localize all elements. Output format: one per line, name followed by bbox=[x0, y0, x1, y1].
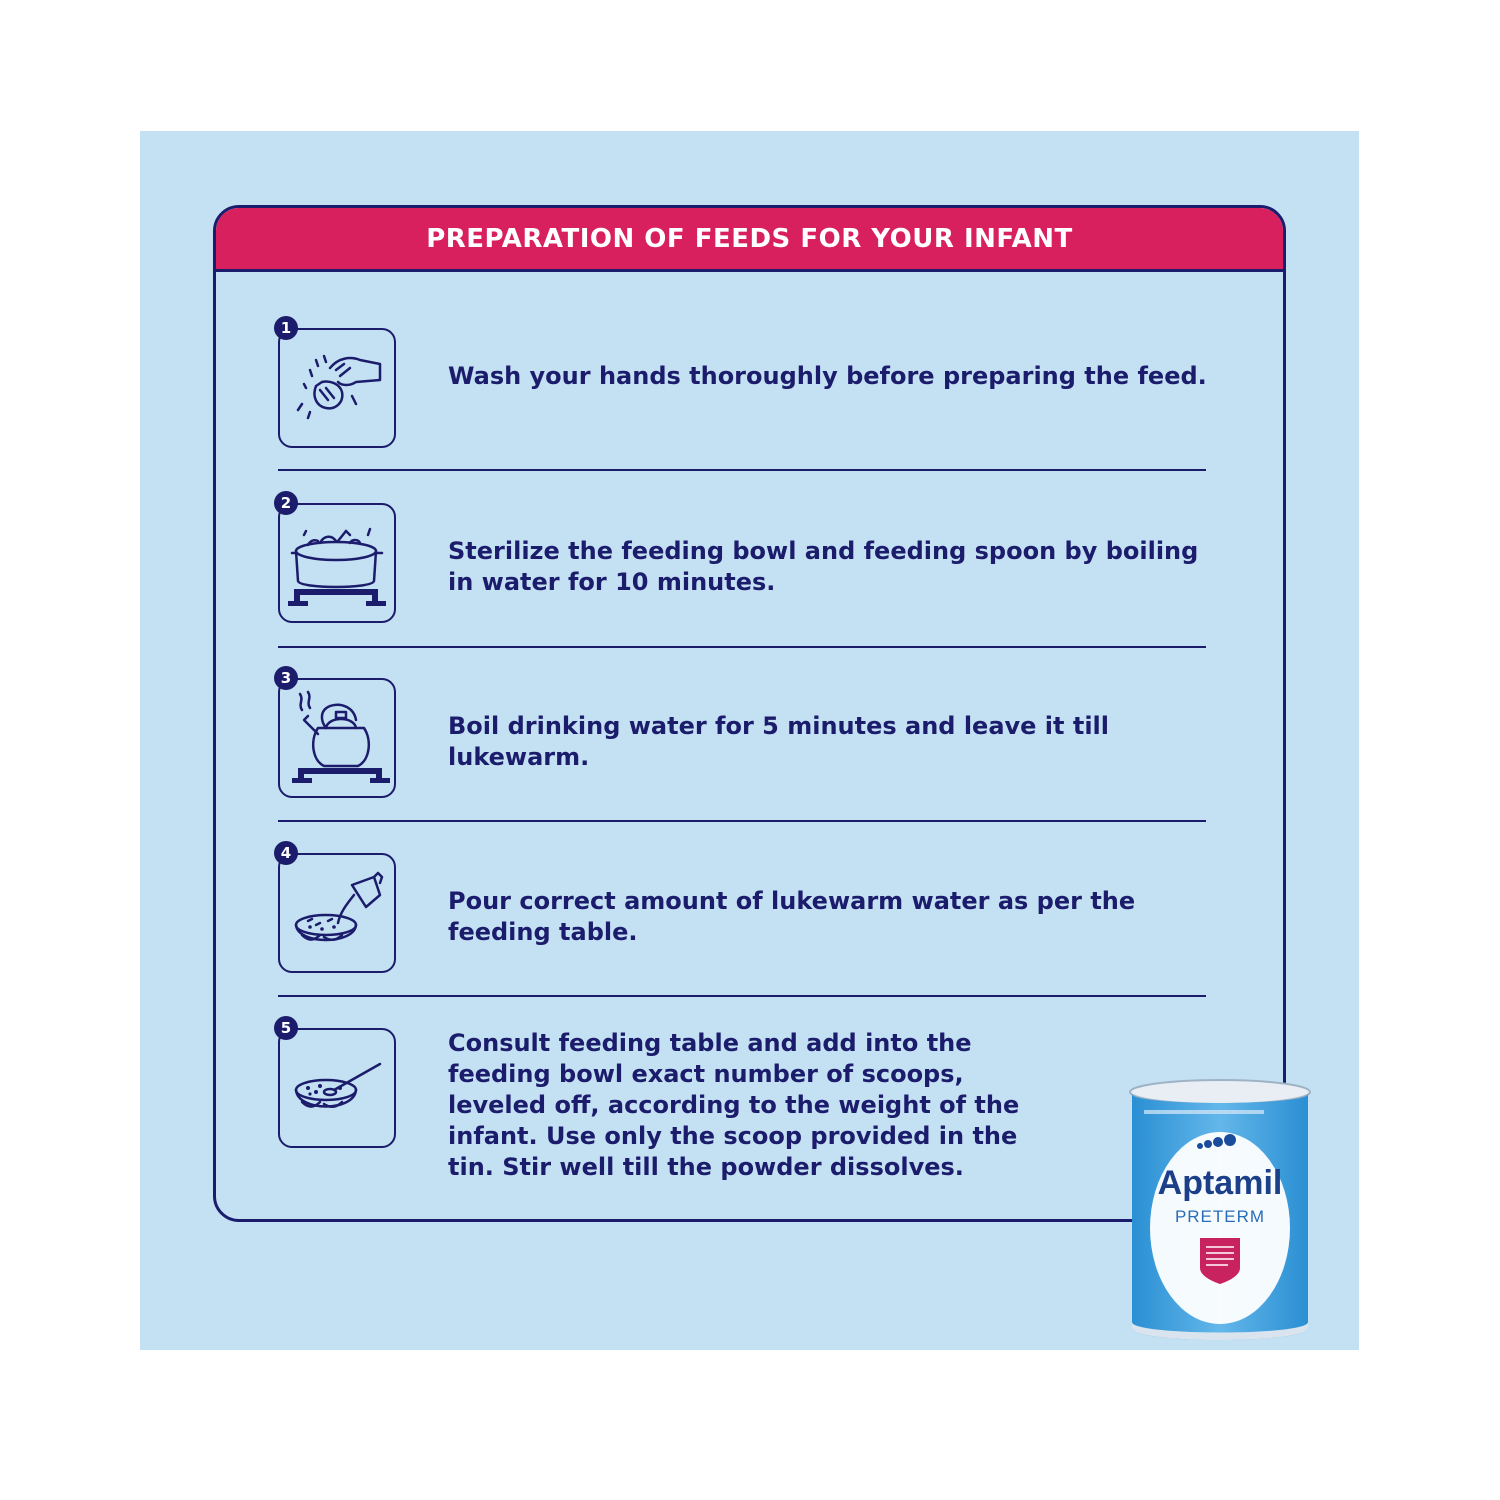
kettle-icon bbox=[280, 680, 398, 800]
step-icon-box bbox=[278, 319, 396, 448]
divider bbox=[278, 820, 1206, 822]
divider bbox=[278, 646, 1206, 648]
hand-washing-icon bbox=[280, 330, 398, 450]
instructions-card bbox=[213, 205, 1286, 1222]
divider bbox=[278, 469, 1206, 471]
card-header bbox=[216, 208, 1283, 272]
stirring-bowl-icon bbox=[280, 1030, 398, 1150]
step-3-text: Boil drinking water for 5 minutes and leave it till lukewarm. bbox=[448, 712, 1110, 771]
tin-variant: PRETERM bbox=[1174, 1207, 1266, 1226]
step-icon-box bbox=[278, 844, 396, 973]
step-icon-box bbox=[278, 669, 396, 798]
pouring-water-icon bbox=[280, 855, 398, 975]
step-number-badge: 4 bbox=[274, 841, 298, 865]
step-number-badge: 2 bbox=[274, 491, 298, 515]
step-icon-box bbox=[278, 1019, 396, 1148]
aptamil-tin bbox=[1128, 1078, 1312, 1346]
tin-variant-text bbox=[1175, 1207, 1265, 1226]
card-title: PREPARATION OF FEEDS FOR YOUR INFANT bbox=[426, 223, 1073, 254]
tin-brand: Aptamil bbox=[1157, 1164, 1283, 1202]
step-4-text: Pour correct amount of lukewarm water as per the feeding table. bbox=[448, 887, 1136, 946]
step-icon-box bbox=[278, 494, 396, 623]
step-5-text: Consult feeding table and add into the feeding bowl exact number of scoops, leveled off, according to the weight of the infant. Use only the scoop provided in the tin. Stir well till the powder dissolves. bbox=[448, 1029, 1020, 1181]
step-number-badge: 1 bbox=[274, 316, 298, 340]
step-number-badge: 5 bbox=[274, 1016, 298, 1040]
step-1-text: Wash your hands thoroughly before preparing the feed. bbox=[448, 362, 1207, 390]
step-number-badge: 3 bbox=[274, 666, 298, 690]
divider bbox=[278, 995, 1206, 997]
boiling-pot-icon bbox=[280, 505, 398, 625]
step-2-text: Sterilize the feeding bowl and feeding spoon by boiling in water for 10 minutes. bbox=[448, 537, 1199, 596]
tin-brand-text bbox=[1158, 1164, 1283, 1202]
